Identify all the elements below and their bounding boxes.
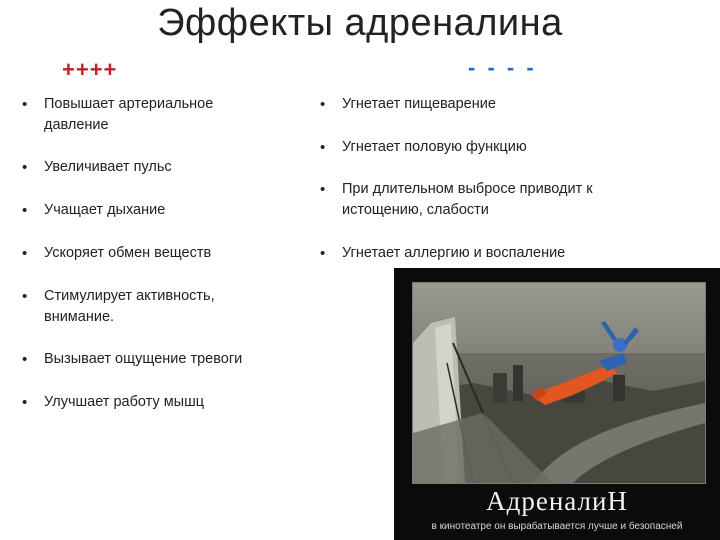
base-jump-illustration [413,283,705,483]
list-item: • Угнетает пищеварение [320,94,650,115]
slide-title: Эффекты адреналина [157,2,563,44]
list-item: • Повышает артериальное давление [22,94,264,136]
list-item: • Угнетает половую функцию [320,137,650,158]
base-jumper-photo [412,282,706,484]
demotivator-poster [394,268,720,540]
positive-effects-list [22,94,292,413]
list-item: • Увеличивает пульс [22,157,292,178]
plus-label: ++++ [62,57,118,82]
list-item: • Вызывает ощущение тревоги [22,349,292,370]
list-item: • Угнетает аллергию и воспаление [320,243,650,264]
list-item: • Учащает дыхание [22,200,292,221]
list-item: • При длительном выбросе приводит к истощению, слабости [320,179,662,221]
list-item: • Ускоряет обмен веществ [22,243,292,264]
poster-caption: в кинотеатре он вырабатывается лучше и безопасней [431,521,683,532]
minus-label: - - - - [468,55,537,80]
poster-title: АдреналиН [486,486,628,516]
list-item: • Улучшает работу мышц [22,392,292,413]
negative-effects-list [320,94,650,264]
list-item: • Стимулирует активность, внимание. [22,286,264,328]
